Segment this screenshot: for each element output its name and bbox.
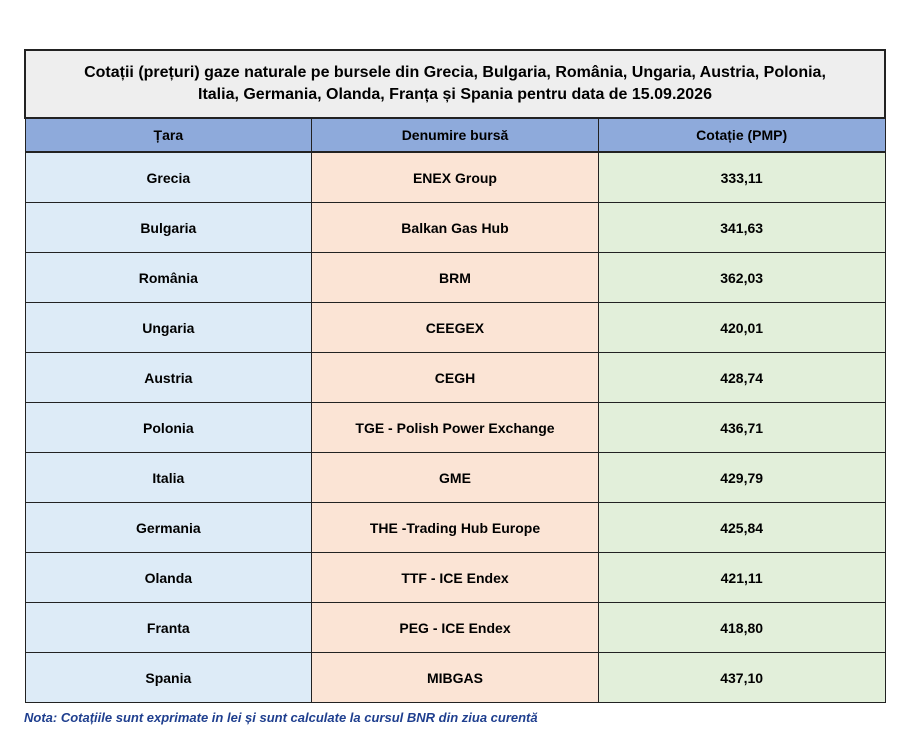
cell-exchange: TTF - ICE Endex — [312, 553, 599, 603]
footnote: Nota: Cotațiile sunt exprimate in lei și sunt calculate la cursul BNR din ziua curentă — [24, 710, 538, 725]
cell-price: 341,63 — [598, 203, 885, 253]
cell-country: Grecia — [25, 152, 312, 203]
cell-country: Italia — [25, 453, 312, 503]
table-title-line1: Cotații (prețuri) gaze naturale pe bursele din Grecia, Bulgaria, România, Ungaria, Austria, Polonia, — [84, 64, 826, 81]
cell-exchange: THE -Trading Hub Europe — [312, 503, 599, 553]
cell-price: 418,80 — [598, 603, 885, 653]
table-title-line2: Italia, Germania, Olanda, Franța și Spania pentru data de 15.09.2026 — [198, 86, 712, 103]
table-row — [25, 453, 885, 503]
cell-country: Polonia — [25, 403, 312, 453]
cell-exchange: CEEGEX — [312, 303, 599, 353]
table-row — [25, 203, 885, 253]
cell-exchange: GME — [312, 453, 599, 503]
table-row — [25, 152, 885, 203]
cell-price: 428,74 — [598, 353, 885, 403]
cell-price: 429,79 — [598, 453, 885, 503]
cell-exchange: PEG - ICE Endex — [312, 603, 599, 653]
table-header-row — [25, 118, 885, 152]
cell-country: Ungaria — [25, 303, 312, 353]
cell-price: 425,84 — [598, 503, 885, 553]
header-price: Cotație (PMP) — [598, 118, 885, 152]
price-table — [24, 49, 886, 703]
cell-country: Austria — [25, 353, 312, 403]
cell-exchange: TGE - Polish Power Exchange — [312, 403, 599, 453]
table-row — [25, 603, 885, 653]
table-row — [25, 353, 885, 403]
cell-exchange: MIBGAS — [312, 653, 599, 703]
cell-country: Germania — [25, 503, 312, 553]
cell-country: Franta — [25, 603, 312, 653]
cell-price: 437,10 — [598, 653, 885, 703]
cell-country: Olanda — [25, 553, 312, 603]
cell-exchange: BRM — [312, 253, 599, 303]
table-row — [25, 503, 885, 553]
cell-country: România — [25, 253, 312, 303]
cell-country: Spania — [25, 653, 312, 703]
cell-price: 421,11 — [598, 553, 885, 603]
price-table-container — [24, 49, 886, 703]
cell-exchange: Balkan Gas Hub — [312, 203, 599, 253]
cell-exchange: CEGH — [312, 353, 599, 403]
table-row — [25, 653, 885, 703]
table-row — [25, 553, 885, 603]
cell-country: Bulgaria — [25, 203, 312, 253]
cell-price: 333,11 — [598, 152, 885, 203]
cell-exchange: ENEX Group — [312, 152, 599, 203]
header-country: Țara — [25, 118, 312, 152]
cell-price: 420,01 — [598, 303, 885, 353]
cell-price: 436,71 — [598, 403, 885, 453]
table-row — [25, 303, 885, 353]
table-row — [25, 253, 885, 303]
table-title — [25, 50, 885, 118]
cell-price: 362,03 — [598, 253, 885, 303]
table-row — [25, 403, 885, 453]
header-exchange: Denumire bursă — [312, 118, 599, 152]
